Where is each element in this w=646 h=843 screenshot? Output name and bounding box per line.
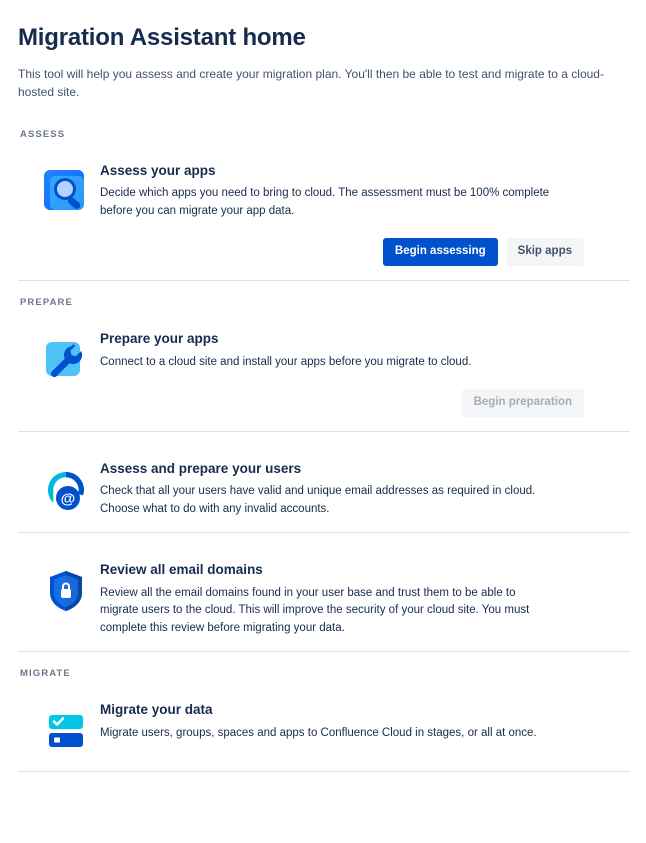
card-migrate-your-data (18, 689, 630, 772)
page-subtitle: This tool will help you assess and create your migration plan. You'll then be able to test and migrate to a cloud-hosted site. (18, 66, 604, 99)
card-body (100, 458, 630, 518)
section-label-migrate: MIGRATE (20, 668, 71, 680)
user-email-icon (38, 464, 94, 516)
magnifier-app-icon (38, 166, 94, 218)
begin-preparation-button[interactable]: Begin preparation (462, 389, 584, 417)
card-description: Migrate users, groups, spaces and apps to Confluence Cloud in stages, or all at once. (100, 726, 537, 739)
card-description: Review all the email domains found in your user base and trust them to be able to migrate users to the cloud. This will improve the security of your cloud site. You must complete this review before migrating your data. (100, 586, 530, 634)
wrench-icon (38, 334, 94, 386)
begin-assessing-button[interactable]: Begin assessing (383, 238, 498, 266)
card-description: Connect to a cloud site and install your apps before you migrate to cloud. (100, 355, 472, 368)
skip-apps-button[interactable]: Skip apps (506, 238, 584, 266)
card-title: Prepare your apps (100, 331, 219, 347)
card-actions (100, 238, 584, 266)
card-title: Assess and prepare your users (100, 460, 302, 476)
card-body (100, 699, 630, 742)
card-description: Check that all your users have valid and unique email addresses as required in cloud. Choose what to do with any invalid accounts. (100, 485, 536, 515)
shield-lock-icon (38, 565, 94, 617)
card-body (100, 328, 630, 417)
card-assess-and-prepare-users (18, 448, 630, 533)
svg-text:@: @ (60, 490, 76, 508)
card-actions (100, 389, 584, 417)
card-assess-your-apps (18, 150, 630, 281)
card-title: Review all email domains (100, 562, 263, 578)
section-label-assess: ASSESS (20, 128, 66, 140)
section-label-prepare: PREPARE (20, 297, 73, 309)
card-body (100, 559, 630, 637)
migrate-data-icon (38, 705, 94, 757)
card-prepare-your-apps (18, 318, 630, 432)
card-review-email-domains (18, 549, 630, 652)
card-title: Migrate your data (100, 702, 213, 718)
card-title: Assess your apps (100, 162, 216, 178)
page-title: Migration Assistant home (18, 24, 306, 51)
card-description: Decide which apps you need to bring to cloud. The assessment must be 100% complete before you can migrate your app data. (100, 187, 550, 217)
card-body (100, 160, 630, 266)
